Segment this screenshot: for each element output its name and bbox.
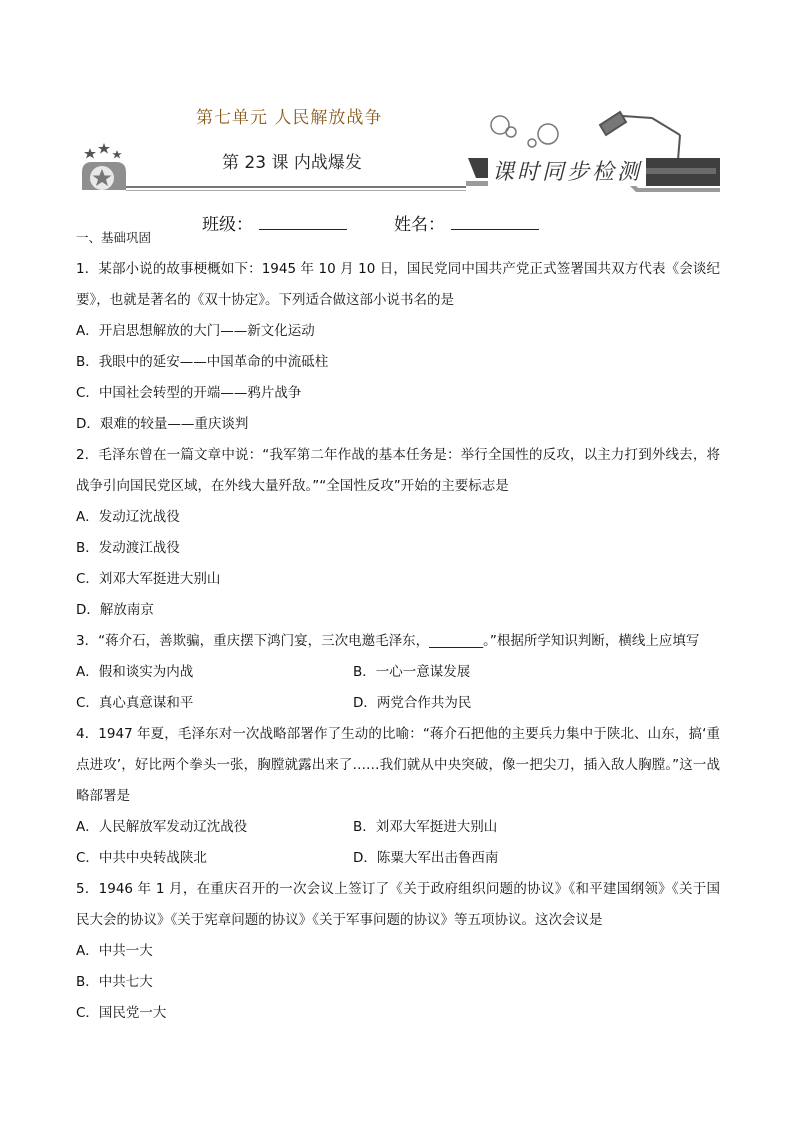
option-d: D．两党合作共为民 <box>353 695 472 711</box>
page-header <box>0 0 794 205</box>
option-a: A．发动辽沈战役 <box>76 509 180 525</box>
option-c: C．刘邓大军挺进大别山 <box>76 571 221 587</box>
question-1 <box>76 254 720 440</box>
question-stem: 2．毛泽东曾在一篇文章中说：“我军第二年作战的基本任务是：举行全国性的反攻，以主力打到外线去，将战争引向国民党区域，在外线大量歼敌。”“全国性反攻”开始的主要标志是 <box>76 447 720 494</box>
option-c: C．真心真意谋和平 <box>76 695 194 711</box>
option-b: B．中共七大 <box>76 974 153 990</box>
option-b: B．一心一意谋发展 <box>353 664 471 680</box>
question-stem: 3．“蒋介石，善欺骗，重庆摆下鸿门宴，三次电邀毛泽东，________。”根据所学知识判断，横线上应填写 <box>76 633 700 649</box>
option-d: D．陈粟大军出击鲁西南 <box>353 850 499 866</box>
question-stem: 1．某部小说的故事梗概如下：1945 年 10 月 10 日，国民党同中国共产党正式签署国共双方代表《会谈纪要》，也就是著名的《双十协定》。下列适合做这部小说书名的是 <box>76 261 720 308</box>
option-a: A．开启思想解放的大门——新文化运动 <box>76 323 315 339</box>
question-list <box>76 228 720 1029</box>
option-b: B．我眼中的延安——中国革命的中流砥柱 <box>76 354 329 370</box>
question-4 <box>76 719 720 874</box>
unit-title: 第七单元 人民解放战争 <box>196 108 383 128</box>
option-c: C．国民党一大 <box>76 1005 167 1021</box>
banner-title: 课时同步检测 <box>488 155 646 186</box>
question-3 <box>76 626 720 719</box>
question-5 <box>76 874 720 1029</box>
option-c: C．中国社会转型的开端——鸦片战争 <box>76 385 302 401</box>
option-b: B．刘邓大军挺进大别山 <box>353 819 498 835</box>
class-label: 班级： <box>202 215 253 235</box>
option-a: A．中共一大 <box>76 943 153 959</box>
question-stem: 5．1946 年 1 月，在重庆召开的一次会议上签订了《关于政府组织问题的协议》《和平建国纲领》《关于国民大会的协议》《关于宪章问题的协议》《关于军事问题的协议》等五项协议。这次会议是 <box>76 881 720 928</box>
header-decoration <box>0 0 794 205</box>
star-badge-icon <box>82 143 126 190</box>
option-c: C．中共中央转战陕北 <box>76 850 207 866</box>
header-rule <box>126 186 466 188</box>
name-label: 姓名： <box>394 215 445 235</box>
bubble-decoration <box>491 116 558 147</box>
option-b: B．发动渡江战役 <box>76 540 180 556</box>
option-d: D．艰难的较量——重庆谈判 <box>76 416 249 432</box>
section-title: 一、基础巩固 <box>76 230 152 245</box>
option-d: D．解放南京 <box>76 602 154 618</box>
question-2 <box>76 440 720 626</box>
lesson-title: 第 23 课 内战爆发 <box>222 153 362 173</box>
option-a: A．假和谈实为内战 <box>76 664 194 680</box>
question-stem: 4．1947 年夏，毛泽东对一次战略部署作了生动的比喻：“蒋介石把他的主要兵力集中于陕北、山东，搞‘重点进攻’，好比两个拳头一张，胸膛就露出来了……我们就从中央突破，像一把尖刀，插入敌人胸膛。”这一战略部署是 <box>76 726 720 804</box>
option-a: A．人民解放军发动辽沈战役 <box>76 819 248 835</box>
